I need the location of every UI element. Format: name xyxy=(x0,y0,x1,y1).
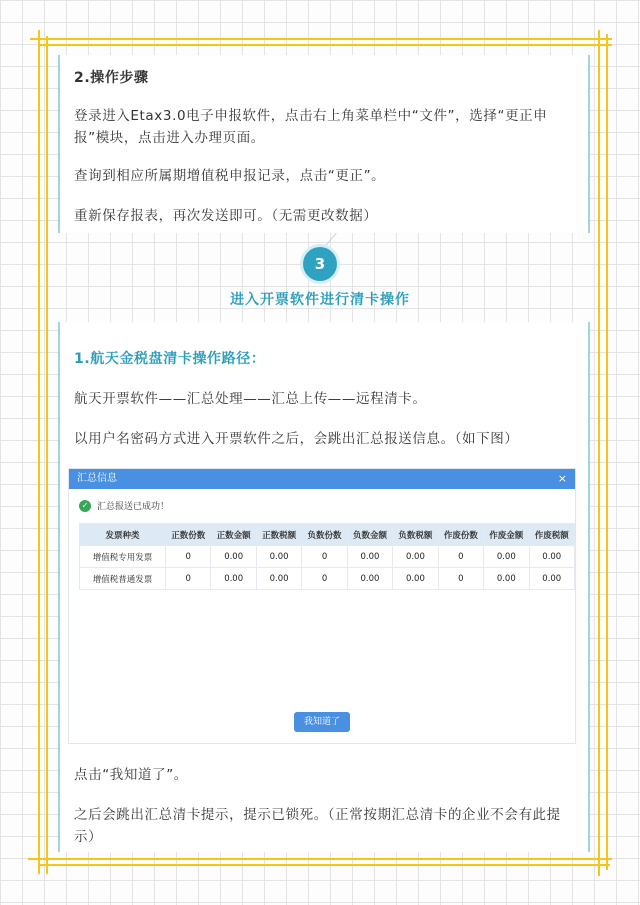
table-cell: 0.00 xyxy=(211,568,256,590)
frame-top-line-2 xyxy=(40,44,612,46)
step-title: 进入开票软件进行清卡操作 xyxy=(230,292,410,308)
section-card-1 xyxy=(58,55,590,233)
summary-table xyxy=(79,523,575,590)
table-cell: 0 xyxy=(438,568,483,590)
frame-right-line-2 xyxy=(606,34,608,870)
frame-left-line xyxy=(38,30,40,874)
table-cell: 0.00 xyxy=(256,568,301,590)
table-cell: 0.00 xyxy=(393,568,438,590)
paragraph: 点击“我知道了”。 xyxy=(74,767,188,783)
table-cell: 0 xyxy=(438,546,483,568)
paragraph: 重新保存报表，再次发送即可。（无需更改数据） xyxy=(74,208,378,224)
column-header: 作废税额 xyxy=(529,524,575,546)
paragraph: 航天开票软件——汇总处理——汇总上传——远程清卡。 xyxy=(74,391,427,407)
table-cell: 0 xyxy=(166,546,211,568)
status-message xyxy=(79,499,169,512)
table-cell: 0 xyxy=(166,568,211,590)
step-connector xyxy=(324,233,354,247)
column-header: 作废份数 xyxy=(438,524,483,546)
table-cell: 增值税专用发票 xyxy=(80,546,166,568)
table-cell: 0 xyxy=(302,568,347,590)
frame-top-line xyxy=(30,38,612,40)
paragraph-line: 之后会跳出汇总清卡提示，提示已锁死。（正常按期汇总清卡的企业不会有此提 xyxy=(74,807,561,823)
i-know-button[interactable]: 我知道了 xyxy=(294,712,350,732)
paragraph-line: 登录进入Etax3.0电子申报软件，点击右上角菜单栏中“文件”，选择“更正申 xyxy=(74,108,548,124)
column-header: 发票种类 xyxy=(80,524,166,546)
table-cell: 0.00 xyxy=(529,568,575,590)
frame-right-line xyxy=(598,30,600,876)
column-header: 正数金额 xyxy=(211,524,256,546)
summary-dialog-screenshot xyxy=(68,468,576,744)
column-header: 负数金额 xyxy=(347,524,392,546)
table-cell: 0.00 xyxy=(211,546,256,568)
paragraph: 查询到相应所属期增值税申报记录，点击“更正”。 xyxy=(74,168,386,184)
table-cell: 增值税普通发票 xyxy=(80,568,166,590)
paragraph-line: 报”模块，点击进入办理页面。 xyxy=(74,130,265,146)
table-row xyxy=(80,568,575,590)
table-cell: 0.00 xyxy=(256,546,301,568)
paragraph-line: 示） xyxy=(74,829,103,845)
status-text: 汇总报送已成功！ xyxy=(97,502,170,512)
column-header: 负数税额 xyxy=(393,524,438,546)
table-cell: 0.00 xyxy=(484,568,529,590)
column-header: 负数份数 xyxy=(302,524,347,546)
table-cell: 0.00 xyxy=(393,546,438,568)
paragraph: 以用户名密码方式进入开票软件之后，会跳出汇总报送信息。（如下图） xyxy=(74,431,519,447)
table-cell: 0 xyxy=(302,546,347,568)
frame-bottom-line xyxy=(28,858,612,860)
frame-bottom-line-2 xyxy=(38,864,610,866)
dialog-title: 汇总信息 xyxy=(77,473,117,484)
table-row xyxy=(80,546,575,568)
frame-left-line-2 xyxy=(46,36,48,874)
checkmark-icon: ✓ xyxy=(79,500,91,512)
table-cell: 0.00 xyxy=(484,546,529,568)
column-header: 正数税额 xyxy=(256,524,301,546)
dialog-titlebar xyxy=(69,469,575,489)
table-cell: 0.00 xyxy=(347,546,392,568)
column-header: 作废金额 xyxy=(484,524,529,546)
table-header-row xyxy=(80,524,575,546)
table-cell: 0.00 xyxy=(347,568,392,590)
table-cell: 0.00 xyxy=(529,546,575,568)
section-heading: 1.航天金税盘清卡操作路径： xyxy=(74,351,266,367)
column-header: 正数份数 xyxy=(166,524,211,546)
step-number-badge: 3 xyxy=(303,247,337,281)
section-heading: 2.操作步骤 xyxy=(74,70,149,86)
close-icon[interactable]: × xyxy=(557,472,567,485)
step-marker xyxy=(0,233,640,323)
